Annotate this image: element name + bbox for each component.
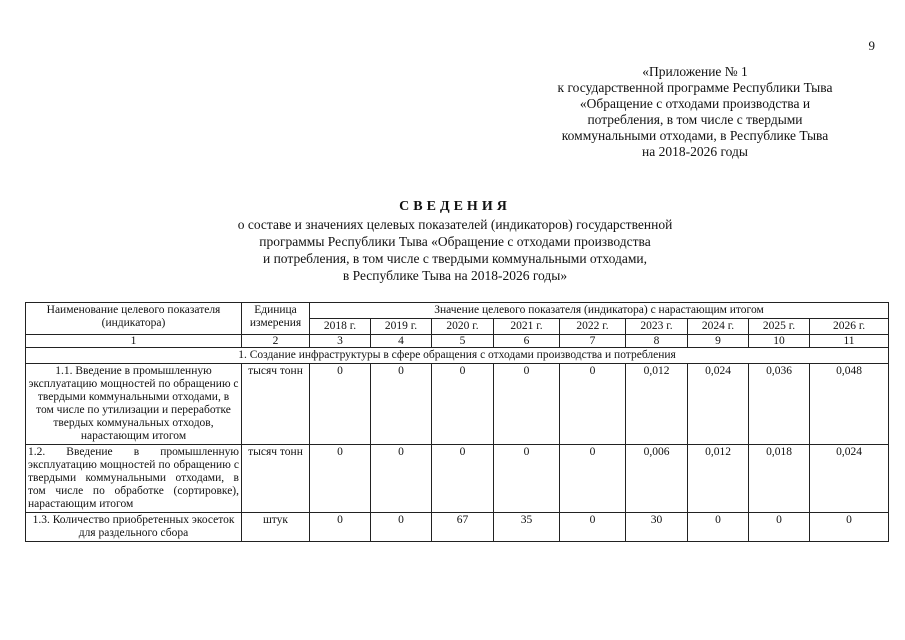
- indicator-value: 0: [371, 364, 432, 445]
- header-year: 2019 г.: [371, 319, 432, 335]
- table-row: [26, 445, 889, 513]
- column-number: 9: [688, 335, 749, 348]
- section-title: 1. Создание инфраструктуры в сфере обращения с отходами производства и потребления: [26, 348, 889, 364]
- title-line: в Республике Тыва на 2018-2026 годы»: [342, 268, 568, 283]
- column-number: 11: [810, 335, 889, 348]
- column-number: 5: [432, 335, 494, 348]
- indicator-value: 0: [310, 513, 371, 542]
- indicator-value: 0,048: [810, 364, 889, 445]
- indicator-value: 0: [371, 513, 432, 542]
- indicator-value: 0,036: [749, 364, 810, 445]
- indicator-value: 0: [494, 445, 560, 513]
- appendix-line: потребления, в том числе с твердыми: [587, 112, 803, 127]
- header-year: 2024 г.: [688, 319, 749, 335]
- appendix-reference: [520, 64, 870, 160]
- header-name: Наименование целевого показателя (индикатора): [26, 303, 242, 335]
- indicator-value: 0,018: [749, 445, 810, 513]
- column-number: 10: [749, 335, 810, 348]
- column-number: 7: [560, 335, 626, 348]
- indicator-value: 0,024: [688, 364, 749, 445]
- indicator-value: 0: [810, 513, 889, 542]
- indicator-value: 0: [494, 364, 560, 445]
- indicator-value: 0: [560, 445, 626, 513]
- indicator-unit: штук: [242, 513, 310, 542]
- indicator-value: 0: [688, 513, 749, 542]
- header-year: 2020 г.: [432, 319, 494, 335]
- indicator-value: 0: [560, 364, 626, 445]
- appendix-line: «Приложение № 1: [642, 64, 748, 79]
- header-year: 2023 г.: [626, 319, 688, 335]
- indicator-value: 0,024: [810, 445, 889, 513]
- title-line: и потребления, в том числе с твердыми коммунальными отходами,: [262, 251, 647, 266]
- indicator-value: 0,006: [626, 445, 688, 513]
- header-values-group: Значение целевого показателя (индикатора) с нарастающим итогом: [310, 303, 889, 319]
- indicator-value: 0: [560, 513, 626, 542]
- header-year: 2026 г.: [810, 319, 889, 335]
- table-row: [26, 513, 889, 542]
- column-numbers-row: [26, 335, 889, 348]
- title-line: о составе и значениях целевых показателей (индикаторов) государственной: [237, 217, 673, 232]
- column-number: 6: [494, 335, 560, 348]
- indicator-value: 67: [432, 513, 494, 542]
- document-title: [160, 198, 750, 284]
- indicator-value: 0: [310, 364, 371, 445]
- indicator-name: 1.2. Введение в промышленную эксплуатацию мощностей по обращению с твердыми коммунальными отходами, в том числе по обработке (сортировке), нарастающим итогом: [26, 445, 242, 513]
- indicator-value: 0: [749, 513, 810, 542]
- indicator-name: 1.3. Количество приобретенных экосеток для раздельного сбора: [26, 513, 242, 542]
- column-number: 3: [310, 335, 371, 348]
- column-number: 4: [371, 335, 432, 348]
- section-row: [26, 348, 889, 364]
- indicator-value: 0: [371, 445, 432, 513]
- indicator-value: 0,012: [626, 364, 688, 445]
- indicator-value: 0: [432, 364, 494, 445]
- header-year: 2022 г.: [560, 319, 626, 335]
- indicator-value: 0,012: [688, 445, 749, 513]
- table-row: [26, 364, 889, 445]
- appendix-line: на 2018-2026 годы: [642, 144, 748, 159]
- appendix-line: «Обращение с отходами производства и: [579, 96, 811, 111]
- page-number: 9: [868, 38, 875, 53]
- column-number: 2: [242, 335, 310, 348]
- indicator-value: 0: [310, 445, 371, 513]
- appendix-line: к государственной программе Республики Тыва: [557, 80, 833, 95]
- title-heading: СВЕДЕНИЯ: [399, 199, 511, 214]
- indicators-table: [25, 302, 889, 542]
- header-year: 2021 г.: [494, 319, 560, 335]
- title-line: программы Республики Тыва «Обращение с отходами производства: [259, 234, 651, 249]
- header-unit: Единица измерения: [242, 303, 310, 335]
- indicator-unit: тысяч тонн: [242, 445, 310, 513]
- header-year: 2025 г.: [749, 319, 810, 335]
- indicator-name: 1.1. Введение в промышленную эксплуатацию мощностей по обращению с твердыми коммунальными отходами, в том числе по утилизации и переработке твердых коммунальных отходов, нарастающим итогом: [26, 364, 242, 445]
- table-header-row: [26, 303, 889, 319]
- column-number: 1: [26, 335, 242, 348]
- indicator-unit: тысяч тонн: [242, 364, 310, 445]
- header-year: 2018 г.: [310, 319, 371, 335]
- indicator-value: 30: [626, 513, 688, 542]
- appendix-line: коммунальными отходами, в Республике Тыва: [561, 128, 829, 143]
- column-number: 8: [626, 335, 688, 348]
- indicator-value: 0: [432, 445, 494, 513]
- indicator-value: 35: [494, 513, 560, 542]
